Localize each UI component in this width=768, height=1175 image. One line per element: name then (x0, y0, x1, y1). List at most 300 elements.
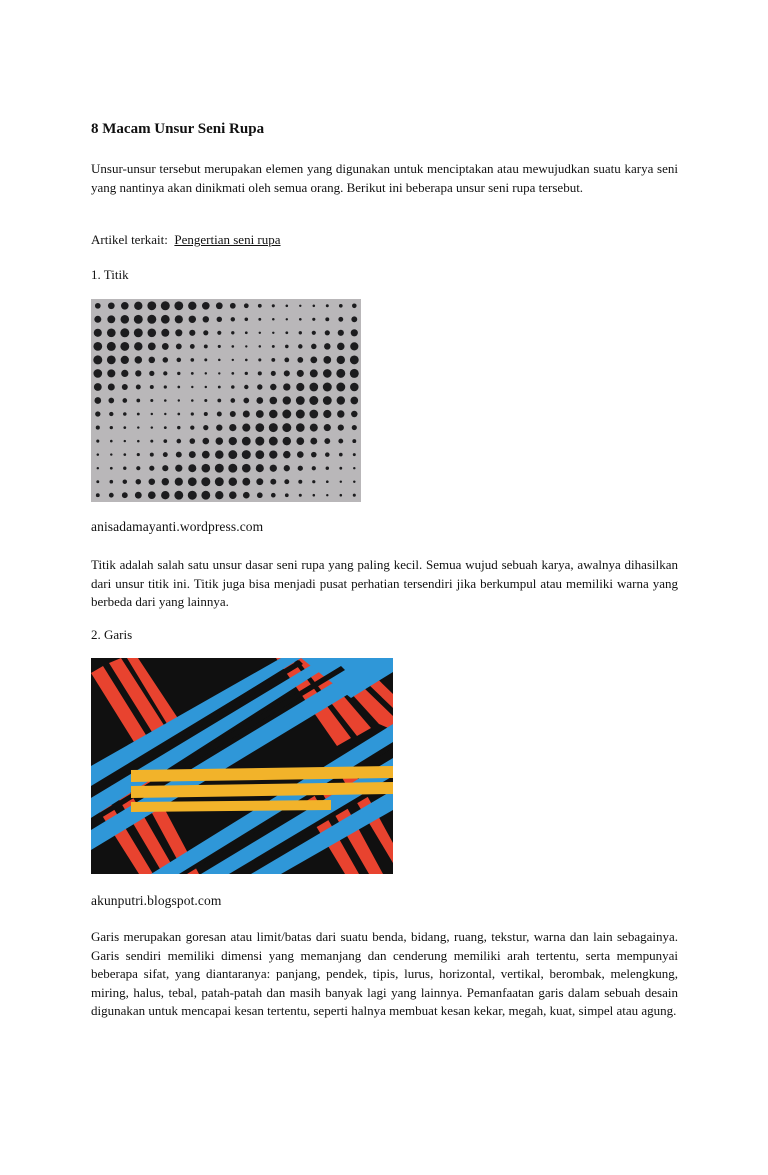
dot (217, 317, 222, 322)
dot (205, 386, 207, 388)
dot (96, 480, 99, 483)
dot (245, 318, 249, 322)
dot (215, 477, 224, 486)
dot (149, 478, 156, 485)
dot (324, 438, 330, 444)
dot (284, 358, 289, 363)
dot (120, 342, 129, 351)
dot (147, 315, 156, 324)
dot (228, 464, 237, 473)
dot (120, 328, 129, 337)
dot (326, 494, 328, 496)
dot (309, 383, 318, 392)
dot (177, 413, 180, 416)
dot (175, 478, 183, 486)
dot (123, 453, 126, 456)
dot (299, 318, 302, 321)
dot (215, 491, 223, 499)
dot (286, 305, 289, 308)
dot (175, 315, 183, 323)
dot (351, 316, 357, 322)
dot (286, 318, 288, 320)
dot (309, 396, 318, 405)
dot (231, 385, 235, 389)
dot (245, 345, 247, 347)
dot (297, 370, 304, 377)
dot (218, 386, 221, 389)
dot (107, 369, 115, 377)
dot (310, 424, 318, 432)
dot (108, 398, 114, 404)
dot (353, 453, 356, 456)
dot (231, 317, 235, 321)
dot (216, 424, 222, 430)
dot (97, 467, 99, 469)
dot (136, 385, 141, 390)
dot (161, 491, 169, 499)
dot (269, 423, 278, 432)
dot (164, 426, 167, 429)
dot (121, 370, 128, 377)
dot (284, 370, 290, 376)
dot (204, 344, 208, 348)
dot (121, 356, 129, 364)
dot (137, 426, 139, 428)
dot (96, 493, 100, 497)
dot (215, 450, 223, 458)
dot (323, 356, 331, 364)
dot (258, 371, 262, 375)
dot (191, 386, 193, 388)
dot (352, 425, 357, 430)
dot (296, 383, 304, 391)
dot (107, 328, 116, 337)
dot (283, 396, 291, 404)
dot (217, 412, 222, 417)
dot (161, 315, 170, 324)
dot (259, 332, 261, 334)
dot (149, 371, 154, 376)
dot (313, 494, 316, 497)
dot (231, 331, 234, 334)
dot (203, 330, 208, 335)
dot (162, 343, 169, 350)
dot (297, 451, 304, 458)
dot (271, 371, 276, 376)
dot (269, 397, 277, 405)
dot (94, 397, 101, 404)
dot (271, 493, 276, 498)
dot (110, 453, 112, 455)
dot (270, 384, 276, 390)
dot (148, 343, 156, 351)
dot (283, 437, 291, 445)
dot (203, 316, 209, 322)
dot (228, 450, 237, 459)
dot (215, 464, 224, 473)
dot (299, 331, 302, 334)
dot (339, 304, 343, 308)
dot (229, 424, 236, 431)
section-heading-garis: 2. Garis (91, 627, 133, 642)
dot (256, 410, 264, 418)
dot (203, 425, 208, 430)
dot (284, 479, 289, 484)
dot (108, 302, 115, 309)
dot (177, 426, 180, 429)
dot (204, 358, 207, 361)
dot (162, 478, 169, 485)
dot (350, 355, 359, 364)
dot (162, 465, 168, 471)
dot (177, 372, 180, 375)
dot (164, 413, 166, 415)
titik-artwork-image (91, 299, 361, 502)
dot (135, 356, 143, 364)
dot (272, 318, 275, 321)
dot (161, 329, 169, 337)
dot (97, 453, 100, 456)
dot (352, 304, 357, 309)
dot (310, 357, 317, 364)
dot (336, 369, 345, 378)
dot (176, 343, 182, 349)
dot (93, 342, 102, 351)
dot (164, 399, 167, 402)
dot (149, 466, 154, 471)
dot (124, 440, 126, 442)
dot (134, 328, 143, 337)
dot (245, 359, 248, 362)
dot (283, 383, 290, 390)
dot (242, 464, 251, 473)
dot (123, 467, 126, 470)
dot (174, 491, 183, 500)
dot (229, 477, 238, 486)
dot (110, 440, 113, 443)
dot (202, 451, 210, 459)
dot (217, 331, 221, 335)
dot (189, 330, 195, 336)
dot (164, 385, 167, 388)
dot (255, 450, 264, 459)
dot (244, 303, 249, 308)
dot (297, 357, 303, 363)
dot (96, 440, 99, 443)
dot (121, 315, 130, 324)
dot (205, 372, 207, 374)
dot (323, 369, 332, 378)
dot (137, 453, 140, 456)
dot (93, 355, 102, 364)
dot (107, 342, 116, 351)
dot (148, 329, 157, 338)
dot (256, 464, 264, 472)
dot (137, 440, 140, 443)
dot (95, 303, 101, 309)
dot (163, 357, 169, 363)
dot (296, 437, 304, 445)
dot (298, 344, 302, 348)
dot (176, 452, 182, 458)
related-label: Artikel terkait: (91, 232, 168, 247)
dot (150, 440, 153, 443)
dot (136, 479, 141, 484)
dot (323, 396, 332, 405)
dot (324, 343, 331, 350)
dot (134, 315, 143, 324)
dot (204, 399, 207, 402)
dot (269, 437, 278, 446)
dot (189, 451, 196, 458)
dot (257, 384, 262, 389)
dot (150, 385, 154, 389)
dot (272, 345, 275, 348)
dot (272, 332, 274, 334)
dot (312, 331, 316, 335)
dot (338, 330, 344, 336)
dot (270, 479, 276, 485)
dot (245, 331, 248, 334)
dot (272, 304, 275, 307)
dot (311, 452, 317, 458)
dot (284, 465, 290, 471)
related-article (91, 232, 281, 248)
dot (163, 452, 168, 457)
dot (203, 438, 210, 445)
dot (282, 410, 291, 419)
dot (337, 396, 345, 404)
dot (338, 317, 343, 322)
dot (189, 316, 196, 323)
dot (243, 492, 250, 499)
dot (350, 369, 359, 378)
dot (191, 399, 194, 402)
dot (282, 423, 291, 432)
dot (325, 330, 330, 335)
related-article-link[interactable]: Pengertian seni rupa (174, 232, 281, 247)
dot (283, 451, 291, 459)
dot (108, 384, 115, 391)
dot (175, 329, 182, 336)
dot (325, 317, 329, 321)
dot (188, 464, 196, 472)
dot (257, 492, 263, 498)
dot (255, 437, 264, 446)
dot (201, 491, 210, 500)
dot (255, 423, 264, 432)
dot (311, 344, 316, 349)
dot (191, 372, 194, 375)
dot (149, 357, 156, 364)
dot (270, 465, 277, 472)
dot (323, 383, 332, 392)
dot (350, 397, 358, 405)
dot (339, 453, 343, 457)
section-heading-titik: 1. Titik (91, 267, 129, 282)
dot (259, 345, 262, 348)
dot (312, 318, 315, 321)
dot (258, 358, 261, 361)
dot (242, 450, 251, 459)
dot (351, 411, 357, 417)
dot (190, 425, 194, 429)
dot (310, 369, 318, 377)
dot (110, 467, 113, 470)
dot (229, 491, 237, 499)
dot (296, 396, 305, 405)
dot (351, 329, 358, 336)
dot (95, 411, 100, 416)
dot (191, 412, 194, 415)
dot (312, 480, 315, 483)
dot (337, 356, 345, 364)
dot (177, 358, 182, 363)
dot (310, 438, 317, 445)
dot (175, 465, 182, 472)
dot (188, 491, 197, 500)
dot (177, 386, 180, 389)
dot (122, 398, 127, 403)
dot (109, 412, 113, 416)
dot (190, 358, 194, 362)
dot (337, 410, 344, 417)
dot (151, 413, 153, 415)
dot (135, 492, 142, 499)
dot (218, 359, 221, 362)
dot (271, 358, 275, 362)
dot (122, 492, 128, 498)
dot (94, 329, 102, 337)
dot (338, 425, 344, 431)
dot (188, 302, 196, 310)
dot (309, 410, 318, 419)
dot (230, 398, 235, 403)
dot (123, 426, 126, 429)
dot (243, 411, 250, 418)
dot (136, 466, 140, 470)
titik-image-caption: anisadamayanti.wordpress.com (91, 519, 264, 534)
intro-paragraph: Unsur-unsur tersebut merupakan elemen yang digunakan untuk menciptakan atau mewujudkan suatu karya seni yang nantinya akan dinikmati oleh semua orang. Berikut ini beberapa unsur seni rupa tersebut. (91, 161, 678, 195)
dot (258, 318, 261, 321)
dot (136, 399, 140, 403)
dot (242, 424, 250, 432)
dot (93, 369, 102, 378)
dot (188, 477, 197, 486)
dot (216, 302, 223, 309)
dot (353, 467, 355, 469)
dot (258, 304, 262, 308)
dot (299, 305, 301, 307)
dot (148, 491, 156, 499)
dot (204, 412, 208, 416)
dot (150, 399, 153, 402)
dot (107, 356, 116, 365)
dot (121, 302, 129, 310)
dot (134, 302, 142, 310)
dot (242, 478, 250, 486)
dot (217, 399, 221, 403)
dot (231, 372, 234, 375)
dot (232, 359, 234, 361)
dot (338, 439, 343, 444)
dot (135, 370, 141, 376)
dot (94, 383, 102, 391)
dot (137, 413, 140, 416)
dot (161, 301, 170, 310)
dot (350, 342, 358, 350)
dot (336, 383, 345, 392)
dot (340, 494, 343, 497)
dot (218, 372, 220, 374)
dot (337, 343, 344, 350)
dot (123, 412, 127, 416)
dot (244, 385, 248, 389)
dot (269, 450, 277, 458)
dot (353, 480, 355, 482)
dot (150, 453, 154, 457)
dot (163, 439, 167, 443)
dot (352, 439, 356, 443)
dot (285, 493, 289, 497)
dot (122, 384, 128, 390)
dot (296, 410, 305, 419)
dot (107, 315, 115, 323)
garis-artwork-image (91, 658, 393, 874)
dot (110, 480, 114, 484)
garis-paragraph: Garis merupakan goresan atau limit/batas dari suatu benda, bidang, ruang, tekstur, warna dan lain sebagainya. Garis sendiri memiliki dimensi yang memanjang dan cenderung memiliki arah tertentu, serta mempunyai beberapa sifat, yang diantaranya: panjang, pendek, tipis, lurus, horizontal, vertikal, berombak, melengkung, miring, halus, tebal, patah-patah dan masih banyak lagi yang lainnya. Pemanfaatan garis dalam sebuah desain digunakan untuk mencapai kesan tertentu, seperti halnya membuat kesan kekar, megah, kuat, simpel atau agung. (91, 929, 678, 1018)
dot (202, 302, 210, 310)
dot (230, 411, 236, 417)
dot (285, 331, 288, 334)
dot (340, 480, 342, 482)
titik-paragraph: Titik adalah salah satu unsur dasar seni rupa yang paling kecil. Semua wujud sebuah karya, awalnya dihasilkan dari unsur titik ini. Titik juga bisa menjadi pusat perhatian tersendiri jika berkumpul atau memiliki warna yang berbeda dari yang lainnya. (91, 557, 678, 609)
dot (312, 466, 316, 470)
dot (178, 399, 180, 401)
dot (324, 424, 331, 431)
garis-image-caption: akunputri.blogspot.com (91, 893, 222, 908)
dot (339, 467, 342, 470)
dot (296, 423, 305, 432)
dot (147, 301, 156, 310)
dot (177, 439, 182, 444)
page-title: 8 Macam Unsur Seni Rupa (91, 121, 265, 137)
dot (94, 316, 101, 323)
dot (326, 480, 329, 483)
dot (216, 437, 224, 445)
dot (109, 493, 114, 498)
dot (269, 410, 278, 419)
dot (256, 478, 263, 485)
dot (245, 372, 248, 375)
dot (350, 383, 359, 392)
dot (218, 345, 221, 348)
dot (174, 301, 183, 310)
dot (326, 304, 329, 307)
dot (201, 477, 210, 486)
dots-background (91, 299, 361, 502)
dot (313, 305, 316, 308)
dot (325, 452, 330, 457)
dot (298, 480, 302, 484)
dot (285, 345, 289, 349)
dot (134, 342, 142, 350)
dot (326, 466, 329, 469)
dot (243, 398, 249, 404)
dot (298, 466, 303, 471)
dot (230, 303, 236, 309)
dot (190, 438, 196, 444)
